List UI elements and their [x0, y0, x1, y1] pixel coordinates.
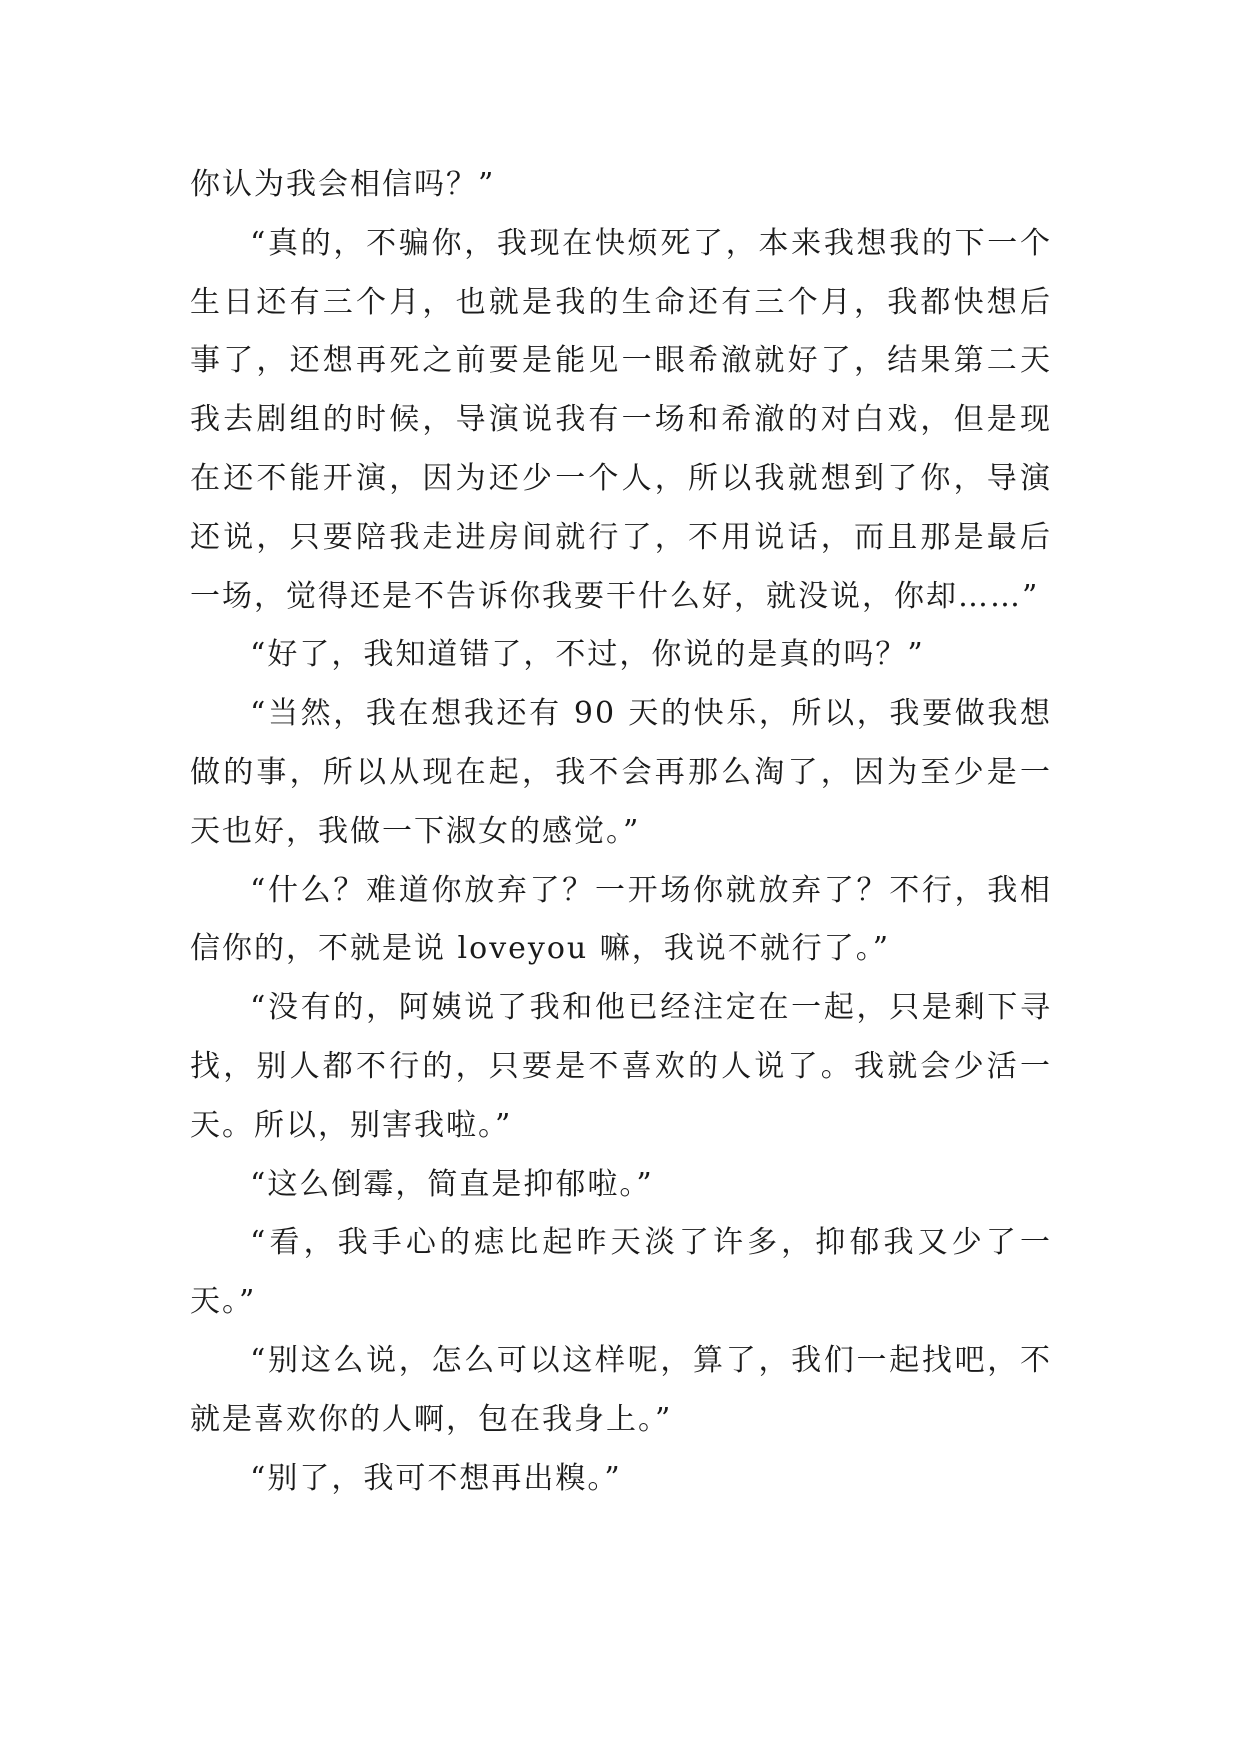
- paragraph: “别这么说，怎么可以这样呢，算了，我们一起找吧，不就是喜欢你的人啊，包在我身上。”: [190, 1342, 1052, 1437]
- paragraph: “别了，我可不想再出糗。”: [250, 1460, 622, 1496]
- paragraph: “没有的，阿姨说了我和他已经注定在一起，只是剩下寻找，别人都不行的，只要是不喜欢的人说了。我就会少活一天。所以，别害我啦。”: [190, 990, 1052, 1143]
- paragraph: “看，我手心的痣比起昨天淡了许多，抑郁我又少了一天。”: [190, 1225, 1052, 1320]
- paragraph: “什么？难道你放弃了？一开场你就放弃了？不行，我相信你的，不就是说 loveyou 嘛，我说不就行了。”: [190, 872, 1052, 967]
- paragraph: “真的，不骗你，我现在快烦死了，本来我想我的下一个生日还有三个月，也就是我的生命还有三个月，我都快想后事了，还想再死之前要是能见一眼希澈就好了，结果第二天我去剧组的时候，导演说我有一场和希澈的对白戏，但是现在还不能开演，因为还少一个人，所以我就想到了你，导演还说，只要陪我走进房间就行了，不用说话，而且那是最后一场，觉得还是不告诉你我要干什么好，就没说，你却……”: [190, 225, 1052, 614]
- paragraph: “这么倒霉，简直是抑郁啦。”: [250, 1166, 654, 1202]
- paragraph: 你认为我会相信吗？”: [190, 167, 496, 202]
- body-text: [190, 156, 1052, 1508]
- paragraph: “好了，我知道错了，不过，你说的是真的吗？”: [250, 637, 925, 673]
- paragraph: “当然，我在想我还有 90 天的快乐，所以，我要做我想做的事，所以从现在起，我不会再那么淘了，因为至少是一天也好，我做一下淑女的感觉。”: [190, 696, 1052, 849]
